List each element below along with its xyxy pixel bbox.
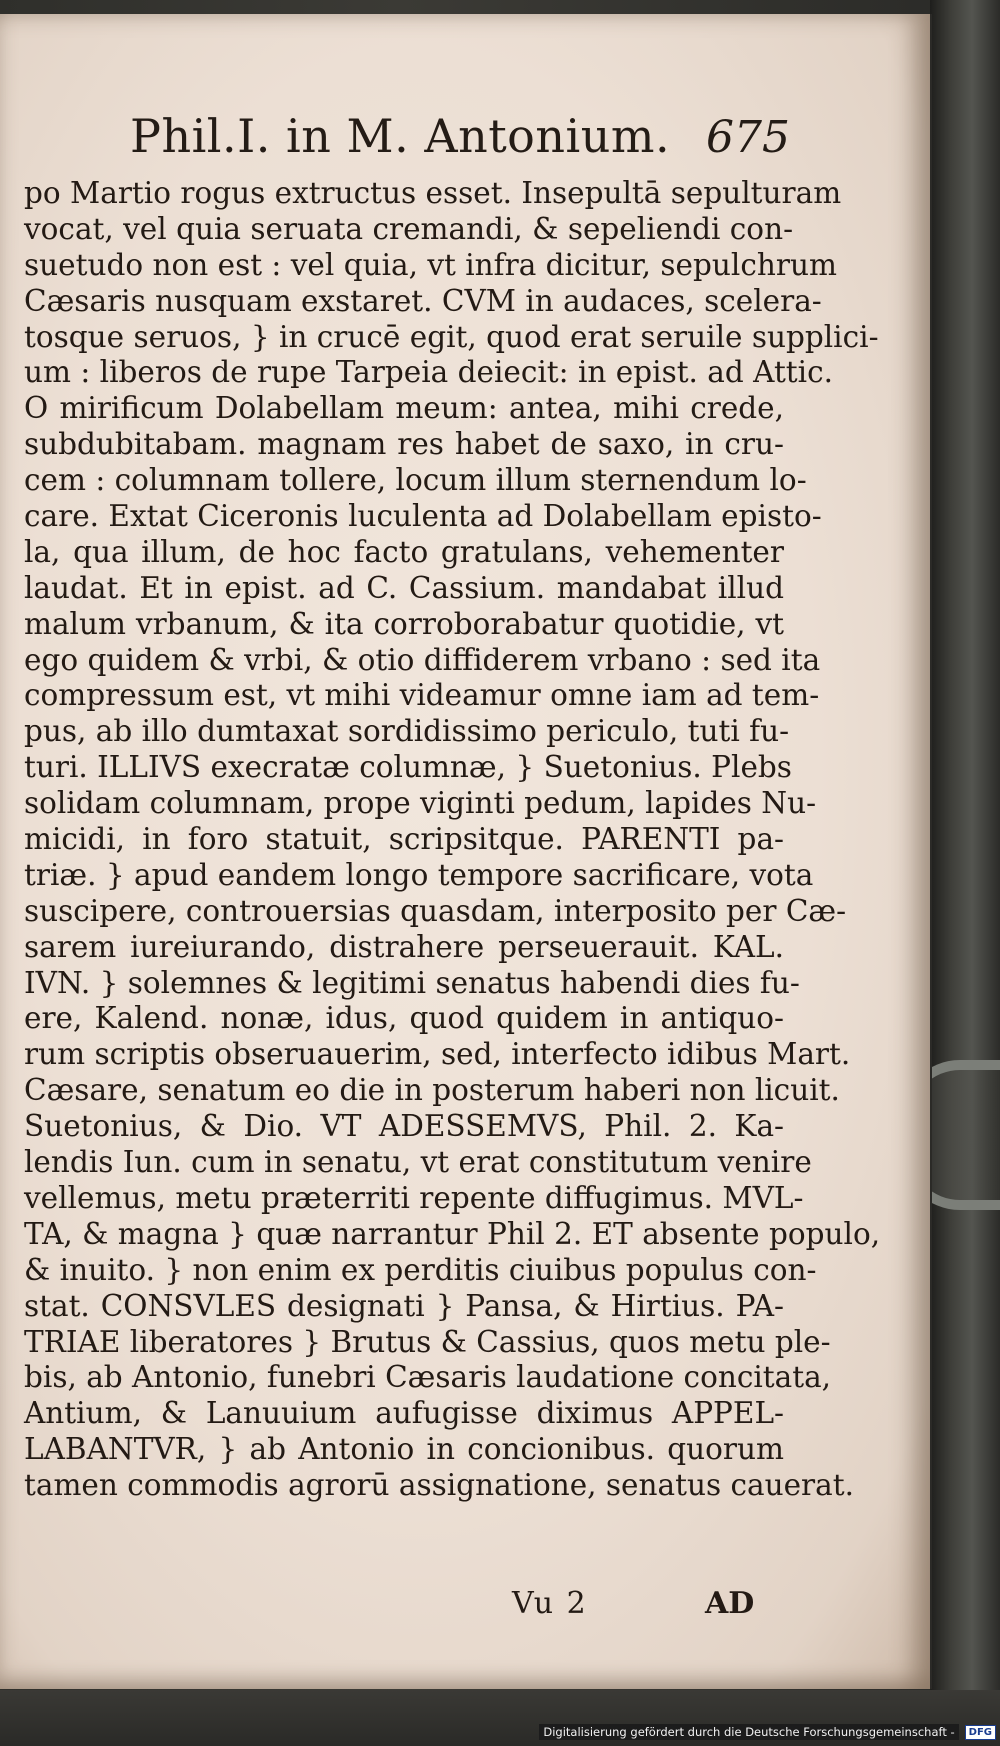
book-fore-edge <box>930 0 1000 1746</box>
text-line: ego quidem & vrbi, & otio diffiderem vrbano : sed ita <box>24 642 821 677</box>
text-line: suscipere, controuersias quasdam, interposito per Cæ- <box>24 893 847 928</box>
page-number: 675 <box>706 112 790 163</box>
text-line: lendis Iun. cum in senatu, vt erat constitutum venire <box>24 1145 812 1180</box>
body-text <box>24 176 881 1504</box>
text-line: vocat, vel quia seruata cremandi, & sepeliendi con- <box>24 211 794 246</box>
text-line: la, qua illum, de hoc facto gratulans, vehementer <box>24 534 784 569</box>
text-line: Cæsare, senatum eo die in posterum haberi non licuit. <box>24 1073 840 1108</box>
text-line: Suetonius, & Dio. VT ADESSEMVS, Phil. 2. Ka- <box>24 1109 784 1144</box>
text-line: tosque seruos, } in crucē egit, quod erat seruile supplici- <box>24 319 879 354</box>
text-line: sarem iureiurando, distrahere perseuerauit. KAL. <box>24 929 784 964</box>
text-line: rum scriptis obseruauerim, sed, interfecto idibus Mart. <box>24 1037 851 1072</box>
text-line: vellemus, metu præterriti repente diffugimus. MVL- <box>24 1180 804 1215</box>
text-line: um : liberos de rupe Tarpeia deiecit: in epist. ad Attic. <box>24 355 833 390</box>
text-line: IVN. } solemnes & legitimi senatus habendi dies fu- <box>24 965 800 1000</box>
text-line: stat. CONSVLES designati } Pansa, & Hirtius. PA- <box>24 1288 784 1323</box>
book-page <box>0 14 932 1689</box>
text-line: micidi, in foro statuit, scripsitque. PARENTI pa- <box>24 822 784 857</box>
text-line: pus, ab illo dumtaxat sordidissimo periculo, tuti fu- <box>24 714 790 749</box>
text-line: malum vrbanum, & ita corroborabatur quotidie, vt <box>24 606 784 641</box>
text-line: LABANTVR, } ab Antonio in concionibus. quorum <box>24 1432 784 1467</box>
text-line: turi. ILLIVS execratæ columnæ, } Suetonius. Plebs <box>24 750 792 785</box>
signature-mark: Vu 2 <box>512 1586 588 1621</box>
text-line: care. Extat Ciceronis luculenta ad Dolabellam episto- <box>24 499 822 534</box>
dfg-logo: DFG <box>965 1725 996 1740</box>
credit-text: Digitalisierung gefördert durch die Deutsche Forschungsgemeinschaft - <box>539 1724 958 1740</box>
text-line: TRIAE liberatores } Brutus & Cassius, quos metu ple- <box>24 1324 831 1359</box>
running-head <box>130 109 790 163</box>
text-line: po Martio rogus extructus esset. Insepultā sepulturam <box>24 176 842 210</box>
text-line: laudat. Et in epist. ad C. Cassium. mandabat illud <box>24 570 784 605</box>
text-line: cem : columnam tollere, locum illum sternendum lo- <box>24 463 807 498</box>
running-title: Phil.I. in M. Antonium. <box>130 109 671 163</box>
text-line: Cæsaris nusquam exstaret. CVM in audaces, scelera- <box>24 283 822 318</box>
text-line: tamen commodis agrorū assignatione, senatus cauerat. <box>24 1468 854 1503</box>
text-line: solidam columnam, prope viginti pedum, lapides Nu- <box>24 786 817 821</box>
text-line: ere, Kalend. nonæ, idus, quod quidem in antiquo- <box>24 1001 784 1036</box>
text-line: & inuito. } non enim ex perditis ciuibus populus con- <box>24 1252 817 1287</box>
text-line: O mirificum Dolabellam meum: antea, mihi crede, <box>24 391 784 426</box>
text-line: TA, & magna } quæ narrantur Phil 2. ET absente populo, <box>24 1216 881 1251</box>
text-line: triæ. } apud eandem longo tempore sacrificare, vota <box>24 857 814 892</box>
text-line: Antium, & Lanuuium aufugisse diximus APPEL- <box>24 1396 784 1431</box>
catchword: AD <box>705 1586 755 1621</box>
page-foot <box>0 1586 930 1626</box>
digitization-credit <box>539 1724 996 1740</box>
text-line: compressum est, vt mihi videamur omne iam ad tem- <box>24 678 820 713</box>
text-line: subdubitabam. magnam res habet de saxo, in cru- <box>24 427 784 462</box>
text-line: bis, ab Antonio, funebri Cæsaris laudatione concitata, <box>24 1360 832 1395</box>
text-line: suetudo non est : vel quia, vt infra dicitur, sepulchrum <box>24 247 837 282</box>
